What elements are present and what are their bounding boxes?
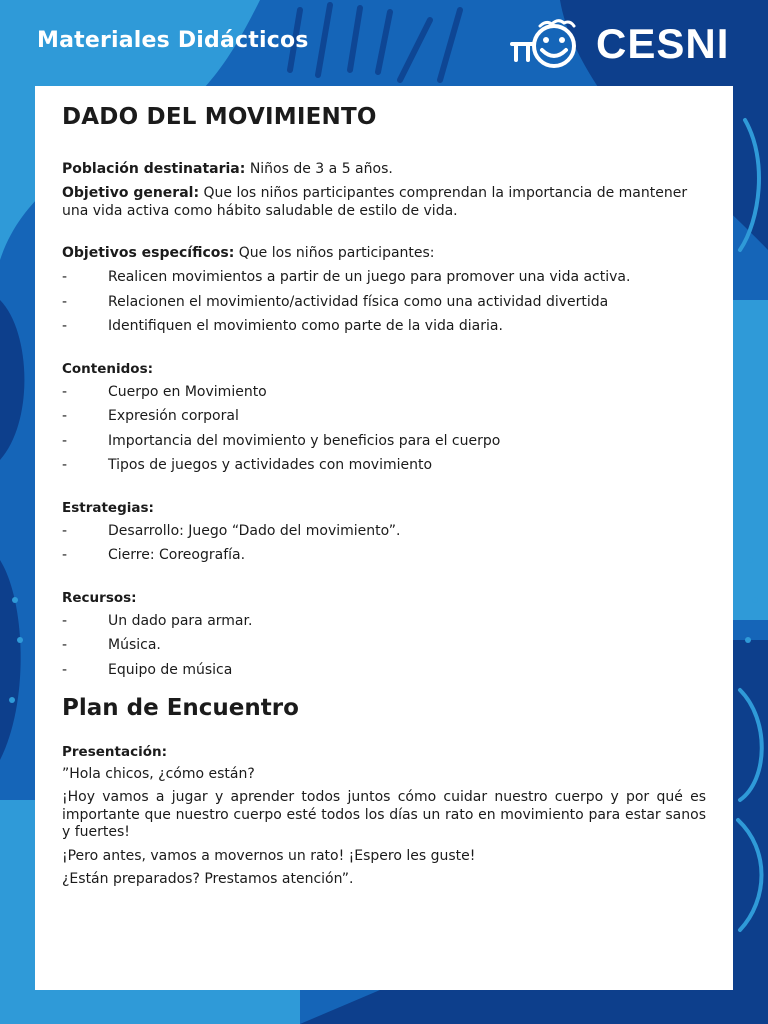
presentacion-paragraph: ¡Pero antes, vamos a movernos un rato! ¡Espero les guste! <box>62 847 476 864</box>
cesni-logo[interactable] <box>510 18 729 70</box>
header-title: Materiales Didácticos <box>37 28 309 53</box>
poblacion-line <box>62 160 706 178</box>
list-item: - Importancia del movimiento y beneficios para el cuerpo <box>62 432 501 449</box>
estrategias-list <box>62 522 706 565</box>
especificos-list <box>62 268 706 335</box>
list-item: - Expresión corporal <box>62 408 239 424</box>
document-title: DADO DEL MOVIMIENTO <box>62 104 377 130</box>
estrategias-label: Estrategias: <box>62 499 154 516</box>
list-item: - Identifiquen el movimiento como parte de la vida diaria. <box>62 318 503 334</box>
list-item: - Cierre: Coreografía. <box>62 547 246 563</box>
recursos-list <box>62 612 706 679</box>
list-item: - Tipos de juegos y actividades con movimiento <box>62 457 433 473</box>
list-item: - Desarrollo: Juego “Dado del movimiento”. <box>62 522 401 539</box>
list-item: - Relacionen el movimiento/actividad física como una actividad divertida <box>62 293 609 310</box>
especificos-value: Que los niños participantes: <box>238 245 435 261</box>
poblacion-label: Población destinataria: <box>62 161 246 177</box>
contenidos-list <box>62 383 706 475</box>
objetivo-label: Objetivo general: <box>62 185 200 201</box>
objetivo-value: Que los niños participantes comprendan la importancia de mantener una vida activa como hábito saludable de estilo de vida. <box>62 185 688 219</box>
presentacion-paragraph: ”Hola chicos, ¿cómo están? <box>62 765 255 782</box>
list-item: - Realicen movimientos a partir de un juego para promover una vida activa. <box>62 269 631 285</box>
presentacion-paragraph: ¿Están preparados? Prestamos atención”. <box>62 871 354 887</box>
contenidos-label: Contenidos: <box>62 360 154 377</box>
recursos-label: Recursos: <box>62 589 137 606</box>
poblacion-value: Niños de 3 a 5 años. <box>249 161 393 177</box>
presentacion-label: Presentación: <box>62 743 167 760</box>
list-item: - Música. <box>62 637 161 653</box>
list-item: - Equipo de música <box>62 661 233 678</box>
especificos-label: Objetivos específicos: <box>62 245 235 261</box>
presentacion-paragraph: ¡Hoy vamos a jugar y aprender todos juntos cómo cuidar nuestro cuerpo y por qué es importante que nuestro cuerpo esté todos los días un rato en movimiento para estar sanos y fuertes! <box>62 789 706 840</box>
smiling-face-icon <box>510 18 588 70</box>
brand-name: CESNI <box>596 20 730 67</box>
list-item: - Un dado para armar. <box>62 612 253 629</box>
objetivo-line <box>62 184 706 220</box>
list-item: - Cuerpo en Movimiento <box>62 383 267 400</box>
document-card <box>35 86 733 990</box>
plan-title: Plan de Encuentro <box>62 694 299 721</box>
especificos-line <box>62 244 706 262</box>
